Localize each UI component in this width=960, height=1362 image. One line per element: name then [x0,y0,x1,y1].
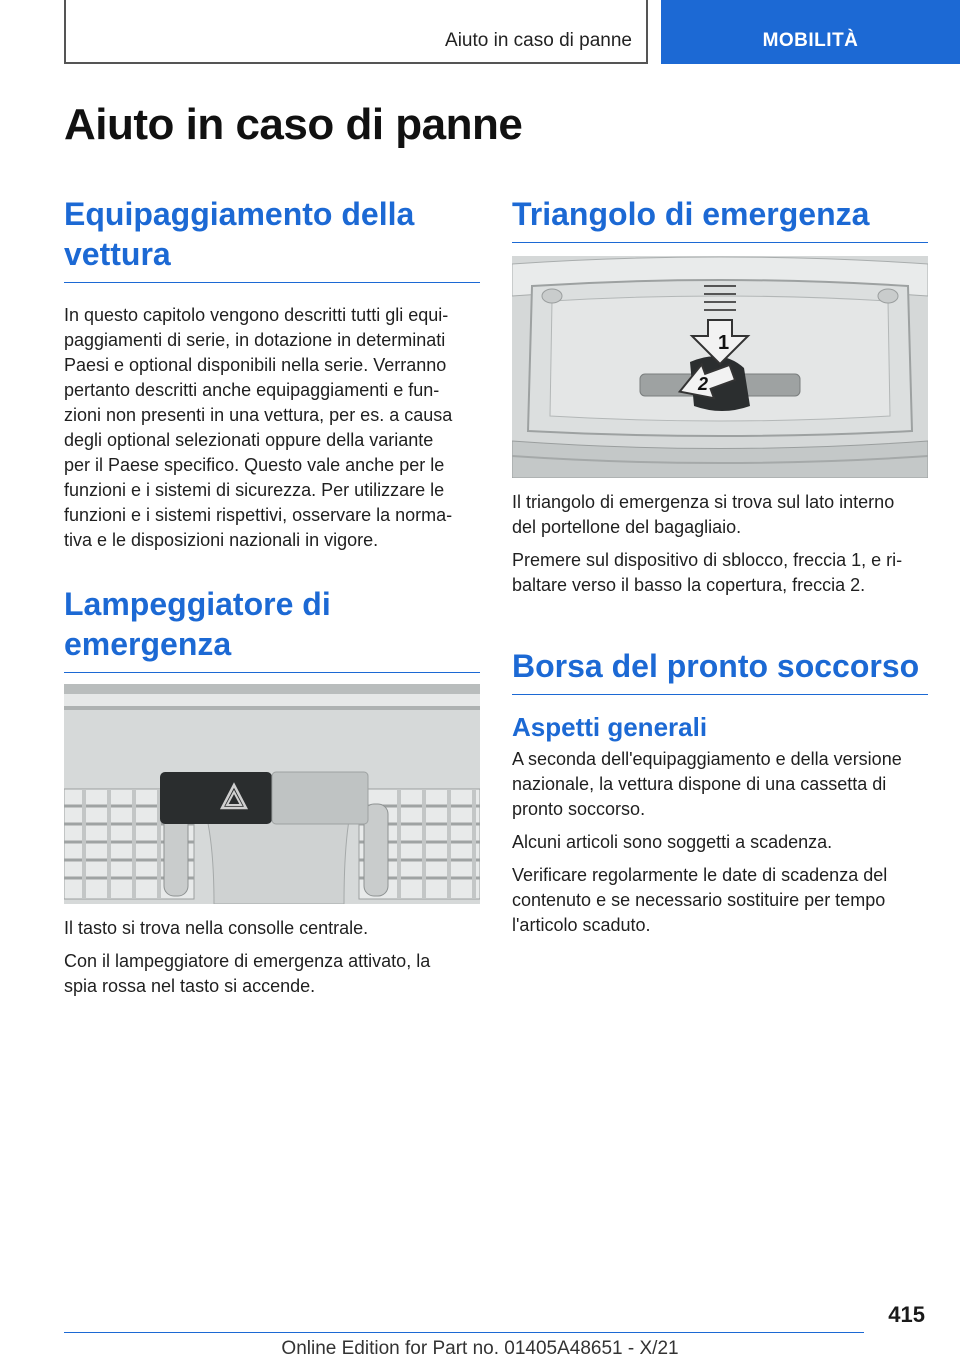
text-line: zioni non presenti in una vettura, per es. a causa [64,405,453,425]
first-aid-para1-line1: A seconda dell'equipaggiamento e della versione [512,749,902,769]
first-aid-heading: Borsa del pronto soccorso [512,646,928,695]
equipment-heading-line2: vettura [64,236,171,272]
text-line: tiva e le disposizioni nazionali in vigore. [64,530,379,550]
text-line: In questo capitolo vengono descritti tutti gli equi‐ [64,305,449,325]
equipment-heading [64,194,480,283]
page-number: 415 [888,1302,925,1327]
equipment-paragraph [64,303,480,553]
hazard-text [64,916,480,999]
hazard-heading-line2: emergenza [64,626,232,662]
triangle-para1-line1: Il triangolo di emergenza si trova sul lato interno [512,492,895,512]
text-line: Paesi e optional disponibili nella serie. Verranno [64,355,447,375]
arrow-2-label: 2 [698,374,709,394]
first-aid-section [512,646,928,695]
warning-triangle-figure [512,256,928,478]
equipment-heading-line1: Equipaggiamento della [64,196,415,232]
triangle-para2-line1: Premere sul dispositivo di sblocco, freccia 1, e ri‐ [512,550,903,570]
first-aid-para3-line3: l'articolo scaduto. [512,915,651,935]
first-aid-para3-line1: Verificare regolarmente le date di scadenza del [512,865,888,885]
running-header-title: Aiuto in caso di panne [445,30,632,51]
triangle-heading: Triangolo di emergenza [512,194,928,243]
first-aid-para1-line3: pronto soccorso. [512,799,646,819]
triangle-text [512,490,928,598]
footer-edition: Online Edition for Part no. 01405A48651 - X/21 [281,1338,679,1359]
hazard-console-illustration [64,684,480,904]
trunk-lid-illustration [512,256,928,478]
hazard-para2-line2: spia rossa nel tasto si accende. [64,976,316,996]
arrow-1-label: 1 [718,332,730,354]
hazard-heading-line1: Lampeggiatore di [64,586,331,622]
first-aid-para2: Alcuni articoli sono soggetti a scadenza. [512,832,833,852]
text-line: funzioni e i sistemi di sicurezza. Per utilizzare le [64,480,445,500]
text-line: pertanto descritti anche equipaggiamenti e fun‐ [64,380,440,400]
text-line: degli optional selezionati oppure della variante [64,430,434,450]
first-aid-para3-line2: contenuto e se necessario sostituire per tempo [512,890,886,910]
text-line: paggiamenti di serie, in dotazione in determinati [64,330,446,350]
running-header [64,0,648,64]
page-title: Aiuto in caso di panne [64,100,523,149]
triangle-section [512,194,928,243]
hazard-para2-line1: Con il lampeggiatore di emergenza attivato, la [64,951,431,971]
footer-rule [64,1332,864,1333]
hazard-heading [64,584,480,673]
chapter-tab[interactable]: MOBILITÀ [661,0,960,64]
hazard-para1: Il tasto si trova nella consolle centrale. [64,918,369,938]
text-line: per il Paese specifico. Questo vale anche per le [64,455,445,475]
triangle-para2-line2: baltare verso il basso la copertura, freccia 2. [512,575,866,595]
hazard-section [64,584,480,673]
triangle-para1-line2: del portellone del bagagliaio. [512,517,742,537]
text-line: funzioni e i sistemi rispettivi, osservare la norma‐ [64,505,453,525]
hazard-button-figure [64,684,480,904]
first-aid-para1-line2: nazionale, la vettura dispone di una cassetta di [512,774,887,794]
general-aspects-subheading: Aspetti generali [512,712,708,742]
equipment-section [64,194,480,553]
first-aid-content [512,712,928,938]
